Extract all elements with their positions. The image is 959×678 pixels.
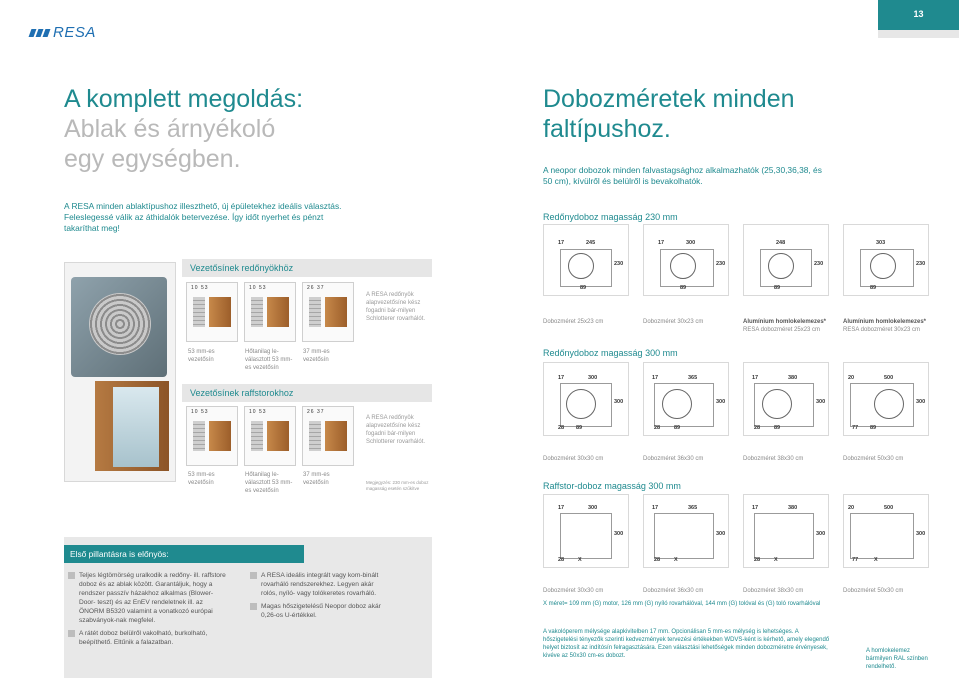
box-diagram-36x30: 17 365 300 28 89	[643, 362, 729, 436]
caption-30x23: Dobozméret 30x23 cm	[643, 319, 704, 325]
raff-caption-3: 37 mm-es vezetősín	[303, 472, 330, 486]
box-diagram-aluminium-30x23: 303 230 89	[843, 224, 929, 296]
right-title-line1: Dobozméretek minden	[543, 85, 795, 113]
right-intro: A neopor dobozok minden falvastagsághoz alkalmazhatók (25,30,36,38, és 50 cm), kívülről és belülről is bevakolhatók.	[543, 165, 822, 186]
advantages-col2	[250, 571, 390, 624]
raff-profile-3: 26 37	[302, 406, 354, 466]
raff-caption-38x30: Dobozméret 38x30 cm	[743, 588, 804, 594]
caption-30x30: Dobozméret 30x30 cm	[543, 456, 604, 462]
section2-small-note: Megjegyzés: 230 mm-es doboz magasság esetén szűkítve	[366, 480, 429, 491]
caption-38x30: Dobozméret 38x30 cm	[743, 456, 804, 462]
left-title-line2: Ablak és árnyékoló	[64, 115, 276, 143]
left-title	[64, 84, 303, 174]
raff-diagram-50x30: 20 500 300 77 X	[843, 494, 929, 568]
left-title-line3: egy egységben.	[64, 145, 241, 173]
advantage-item: A rátét doboz belülről vakolható, burkolható, beépíthető. Eltűnik a falazatban.	[68, 629, 228, 647]
raff-diagram-36x30: 17 365 300 28 X	[643, 494, 729, 568]
page-number-bar	[878, 30, 959, 38]
section-title-roller-rails: Vezetősínek redőnyökhöz	[182, 259, 432, 277]
right-title	[543, 84, 795, 144]
raff-caption-1: 53 mm-es vezetősín	[188, 472, 215, 486]
box-diagram-aluminium-25x23: 248 230 89	[743, 224, 829, 296]
logo-text: RESA	[53, 24, 96, 41]
advantage-item: Teljes légtömörség uralkodik a redőny- ill. raffstore doboz és az ablak között. Garantáljuk, hogy a rendszer passzív házakhoz alkalmas (Blower-Door- teszt) és az EnEV rendeletnek ill. az ÖNORM B5320 valamint a vonatkozó európai szabványok-nak megfelel.	[68, 571, 228, 625]
footnote: A vakolóperem mélysége alapkivitelben 17 mm. Opcionálisan 5 mm-es mélység is lehetséges. A hőszigetelési tényezők szerinti kedvezmények tervezési értékekben WDVS-ként is kérhető, amely elegendő helyet biztosít az indítósín felragasztására. Ezen választási lehetőségek minden dobozméretre érvényesek, kivéve az 50x30 cm-es dobozt.	[543, 629, 830, 659]
section2-note: A RESA redőnyök alapvezetősíne kész fogadni bár-milyen Schlotterer rovarhálót.	[366, 415, 426, 445]
raff-caption-2: Hőtanilag le-választott 53 mm-es vezetősín	[245, 472, 293, 494]
raff-caption-50x30: Dobozméret 50x30 cm	[843, 588, 904, 594]
caption-alu-30x23: Alumínium homlokelemezes* RESA dobozméret 30x23 cm	[843, 319, 927, 333]
advantage-item: Magas hőszigetelésű Neopor doboz akár 0,26-os U-értékkel.	[250, 602, 390, 620]
box-diagram-25x23: 17 245 230 89	[543, 224, 629, 296]
rail-profile-2: 10 53	[244, 282, 296, 342]
page-number: 13	[878, 0, 959, 30]
x-size-note: X méret= 109 mm (G) motor, 126 mm (G) nyíló rovarhálóval, 144 mm (G) tolóval és (G) toló rovarhálóval	[543, 601, 821, 607]
caption-25x23: Dobozméret 25x23 cm	[543, 319, 604, 325]
section-title-raffstore-rails: Vezetősínek raffstorokhoz	[182, 384, 432, 402]
raff-profile-1: 10 53	[186, 406, 238, 466]
rail-profile-1: 10 53	[186, 282, 238, 342]
group2-title: Redőnydoboz magasság 300 mm	[543, 348, 678, 358]
rail-caption-1: 53 mm-es vezetősín	[188, 349, 215, 363]
box-diagram-30x30: 17 300 300 28 89	[543, 362, 629, 436]
rail-profile-3: 26 37	[302, 282, 354, 342]
advantages-col1	[68, 571, 228, 651]
group1-title: Redőnydoboz magasság 230 mm	[543, 212, 678, 222]
box-diagram-30x23: 17 300 230 89	[643, 224, 729, 296]
right-title-line2: faltípushoz.	[543, 115, 671, 143]
footnote-ral: A homlokelemez bármilyen RAL színben rendelhető.	[866, 648, 928, 670]
shutter-housing-image	[64, 262, 176, 482]
raff-diagram-38x30: 17 380 300 28 X	[743, 494, 829, 568]
raff-profile-2: 10 53	[244, 406, 296, 466]
rail-caption-3: 37 mm-es vezetősín	[303, 349, 330, 363]
section1-note: A RESA redőnyök alapvezetősíne kész fogadni bár-milyen Schlotterer rovarhálót.	[366, 292, 426, 322]
left-title-line1: A komplett megoldás:	[64, 85, 304, 113]
box-diagram-50x30: 20 500 300 77 89	[843, 362, 929, 436]
box-diagram-38x30: 17 380 300 28 89	[743, 362, 829, 436]
advantage-item: A RESA ideális integrált vagy kom-binált rovarháló rendszerekhez. Legyen akár rolós, nyíló- vagy tolókeretes rovarháló.	[250, 571, 390, 598]
resa-logo	[30, 24, 96, 41]
caption-alu-25x23: Alumínium homlokelemezes* RESA dobozméret 25x23 cm	[743, 319, 827, 333]
raff-caption-36x30: Dobozméret 36x30 cm	[643, 588, 704, 594]
advantages-box	[64, 537, 432, 678]
caption-50x30: Dobozméret 50x30 cm	[843, 456, 904, 462]
group3-title: Raffstor-doboz magasság 300 mm	[543, 481, 681, 491]
advantages-title: Első pillantásra is előnyös:	[64, 545, 304, 563]
raff-caption-30x30: Dobozméret 30x30 cm	[543, 588, 604, 594]
rail-caption-2: Hőtanilag le-választott 53 mm-es vezetősín	[245, 349, 293, 371]
left-intro: A RESA minden ablaktípushoz illeszthető, új épületekhez ideális választás. Feleslegessé válik az áthidalók betervezése. Így időt nyerhet és pénzt takaríthat meg!	[64, 201, 342, 233]
logo-mark-icon	[30, 29, 49, 37]
raff-diagram-30x30: 17 300 300 28 X	[543, 494, 629, 568]
caption-36x30: Dobozméret 36x30 cm	[643, 456, 704, 462]
